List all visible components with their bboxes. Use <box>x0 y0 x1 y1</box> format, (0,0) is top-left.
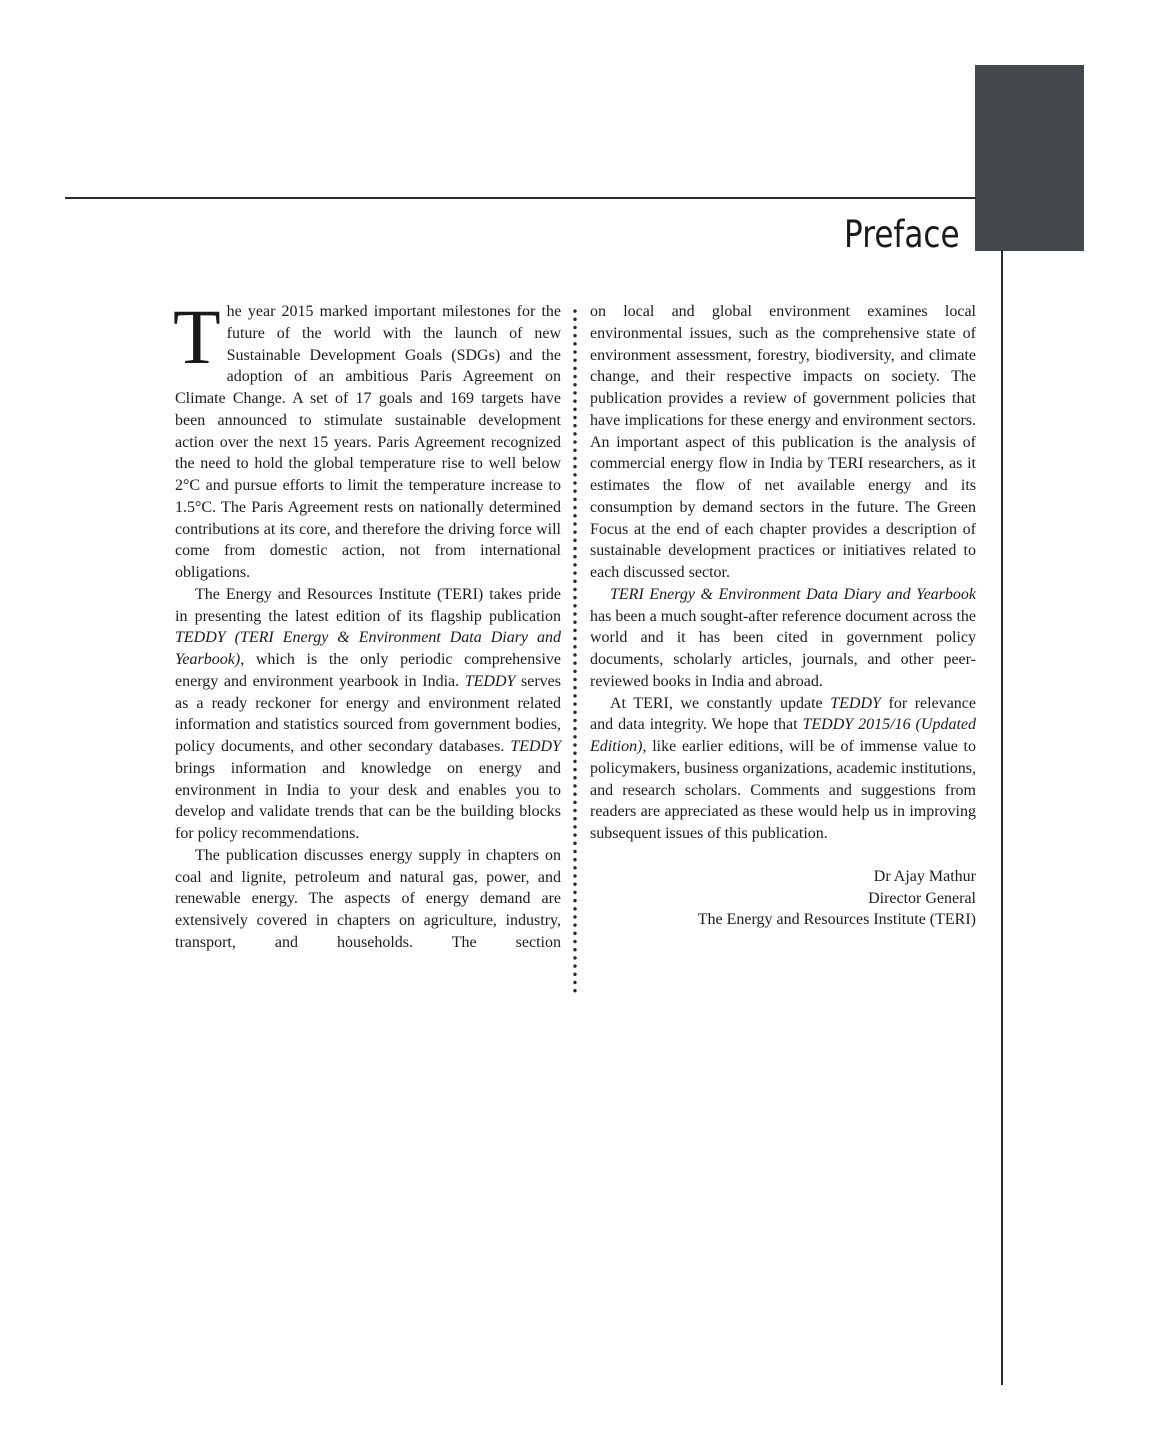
text-column-right <box>590 301 976 931</box>
signatory-organization: The Energy and Resources Institute (TERI) <box>697 911 976 929</box>
paragraph-closing: At TERI, we constantly update TEDDY for relevance and data integrity. We hope that TEDDY 2015/16 (Updated Edition), like earlier editions, will be of immense value to policymakers, business organizations, academic institutions, and research scholars. Comments and suggestions from readers are appreciated as these would help us in improving subsequent issues of this publication. <box>590 694 976 842</box>
paragraph-teri-teddy: The Energy and Resources Institute (TERI) takes pride in presenting the latest edition of its flagship publication TEDDY (TERI Energy & Environment Data Diary and Yearbook), which is the only periodic comprehensive energy and environment yearbook in India. TEDDY serves as a ready reckoner for energy and environment related information and statistics sourced from government bodies, policy documents, and other secondary databases. TEDDY brings information and knowledge on energy and environment in India to your desk and enables you to develop and validate trends that can be the building blocks for policy recommendations. <box>175 585 561 842</box>
margin-rule <box>1001 250 1003 1385</box>
signatory-name: Dr Ajay Mathur <box>873 867 976 885</box>
paragraph-intro: The year 2015 marked important milestones for the future of the world with the launch of new Sustainable Development Goals (SDGs) and the adoption of an ambitious Paris Agreement on Climate Change. A set of 17 goals and 169 targets have been announced to stimulate sustainable development action over the next 15 years. Paris Agreement recognized the need to hold the global temperature rise to well below 2°C and pursue efforts to limit the temperature increase to 1.5°C. The Paris Agreement rests on nationally determined contributions at its core, and therefore the driving force will come from domestic action, not from international obligations. <box>173 293 561 581</box>
page-title: Preface <box>844 213 960 256</box>
column-divider-dots <box>572 307 578 997</box>
signature-block <box>590 866 976 931</box>
text-column-left <box>173 293 561 954</box>
drop-cap: T <box>173 293 221 380</box>
paragraph-publication-contents-continued: on local and global environment examines local environmental issues, such as the comprehensive state of environment assessment, forestry, biodiversity, and climate change, and their respective impacts on society. The publication provides a review of government policies that have implications for these energy and environment sectors. An important aspect of this publication is the analysis of commercial energy flow in India by TERI researchers, as it estimates the flow of net available energy and its consumption by demand sectors in the future. The Green Focus at the end of each chapter provides a description of sustainable development practices or initiatives related to each discussed sector. <box>590 303 976 581</box>
paragraph-publication-contents: The publication discusses energy supply in chapters on coal and lignite, petroleum and natural gas, power, and renewable energy. The aspects of energy demand are extensively covered in chapters on agriculture, industry, transport, and households. The section <box>175 846 561 951</box>
header-rule <box>65 197 976 199</box>
paragraph-reference-document: TERI Energy & Environment Data Diary and Yearbook has been a much sought-after reference document across the world and it has been cited in government policy documents, scholarly articles, journals, and other peer-reviewed books in India and abroad. <box>590 585 976 690</box>
signatory-position: Director General <box>868 889 976 907</box>
chapter-tab-block <box>975 65 1084 251</box>
